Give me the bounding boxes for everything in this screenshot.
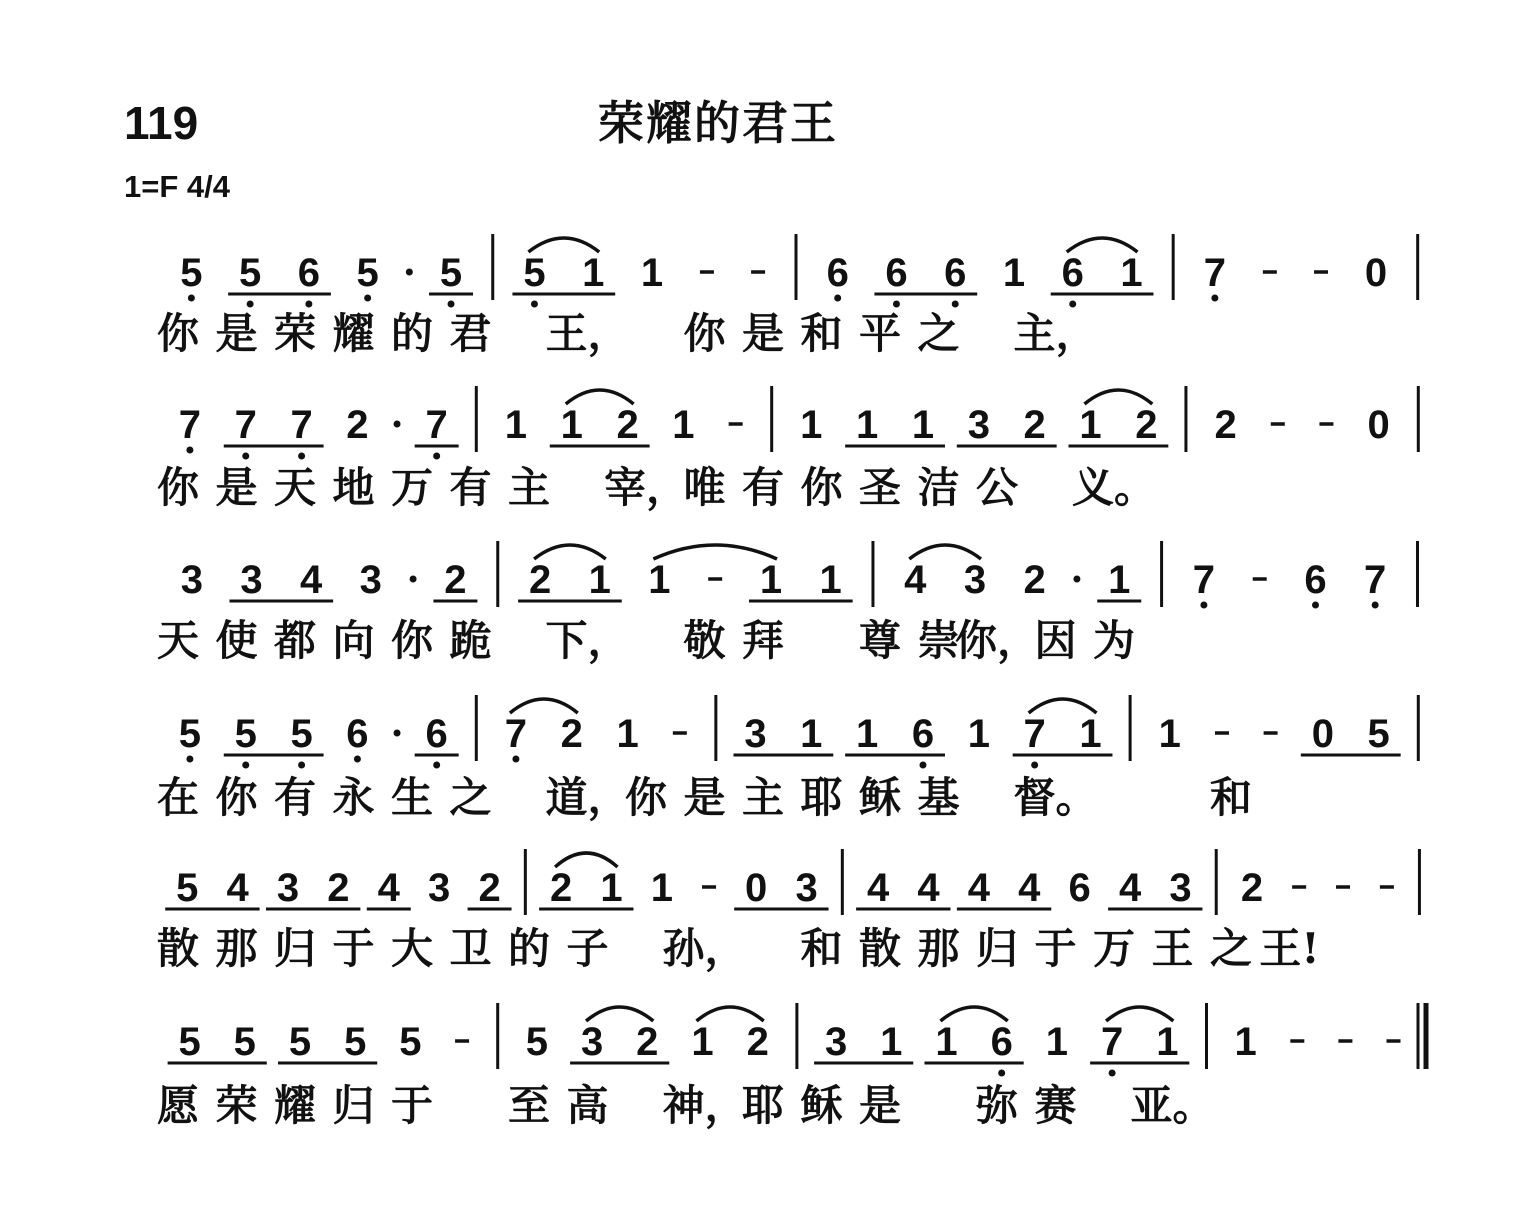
lyric-char: 为 <box>1092 616 1136 665</box>
lyric-char: 之 <box>449 773 492 822</box>
note-2: 2 <box>549 866 573 910</box>
note-7: 7 <box>290 403 313 447</box>
lyric-char: 基 <box>917 773 960 822</box>
note-2: 2 <box>560 712 583 756</box>
lyric-char: 你 <box>683 309 726 358</box>
lyric-char: 和 <box>800 924 843 973</box>
note-1: 1 <box>1234 1020 1257 1064</box>
note-0: 0 <box>1311 712 1334 756</box>
note-1: 1 <box>1158 712 1181 756</box>
note-6: 6 <box>826 251 849 295</box>
note-1: 1 <box>504 403 528 447</box>
lyric-char: 至 <box>507 1081 551 1130</box>
low-octave-dot <box>433 453 440 460</box>
note-6: 6 <box>990 1020 1013 1064</box>
low-octave-dot <box>512 756 519 763</box>
lyric-char: 卫 <box>449 924 492 973</box>
lyric-char: 王 <box>1151 924 1194 973</box>
low-octave-dot <box>188 295 195 302</box>
lyric-char: 向 <box>332 616 375 665</box>
lyric-char: 有 <box>449 463 492 512</box>
low-octave-dot <box>354 756 361 763</box>
lyric-char: 唯 <box>683 463 726 512</box>
note-5: 5 <box>180 251 203 295</box>
note-3: 3 <box>359 558 382 602</box>
note-3: 3 <box>180 558 203 602</box>
note-1: 1 <box>650 866 674 910</box>
lyric-char: 有 <box>273 773 317 822</box>
note-2: 2 <box>1240 866 1264 910</box>
note-4: 4 <box>866 866 890 910</box>
low-octave-dot <box>531 301 538 308</box>
note-6: 6 <box>1304 558 1327 602</box>
note-1: 1 <box>691 1020 714 1064</box>
low-octave-dot <box>834 295 841 302</box>
low-octave-dot <box>242 453 249 460</box>
note-0: 0 <box>1364 251 1388 295</box>
lyric-char: 都 <box>273 616 317 665</box>
lyric-char: 之 <box>1209 924 1253 973</box>
lyric-char: 使 <box>215 616 258 665</box>
note-3: 3 <box>580 1020 604 1064</box>
lyric-char: 是 <box>858 1081 902 1130</box>
lyric-char: 主 <box>741 773 785 822</box>
note-7: 7 <box>1192 558 1216 602</box>
low-octave-dot <box>298 453 305 460</box>
note-1: 1 <box>640 251 664 295</box>
lyric-char: 王， <box>545 309 630 358</box>
augmentation-dot <box>394 421 401 428</box>
lyric-char: 天 <box>273 463 317 512</box>
low-octave-dot <box>186 756 193 763</box>
low-octave-dot <box>1372 602 1379 609</box>
note-4: 4 <box>967 866 991 910</box>
augmentation-dot <box>1073 576 1080 583</box>
lyric-char: 大 <box>390 924 434 973</box>
note-1: 1 <box>967 712 990 756</box>
note-1: 1 <box>856 712 879 756</box>
lyric-char: 亚。 <box>1130 1081 1215 1130</box>
lyric-char: 赛 <box>1034 1081 1077 1130</box>
note-2: 2 <box>636 1020 659 1064</box>
lyric-char: 平 <box>858 309 902 358</box>
note-3: 3 <box>824 1020 848 1064</box>
lyric-char: 子 <box>566 924 609 973</box>
note-1: 1 <box>648 558 671 602</box>
note-2: 2 <box>1023 558 1046 602</box>
low-octave-dot <box>364 295 371 302</box>
lyric-char: 稣 <box>800 1081 843 1130</box>
lyric-char: 敬 <box>683 616 726 665</box>
lyric-char: 荣 <box>273 309 317 358</box>
augmentation-dot <box>394 730 401 737</box>
note-1: 1 <box>911 403 935 447</box>
note-2: 2 <box>616 403 639 447</box>
lyric-char: 崇 <box>917 616 960 665</box>
note-1: 1 <box>616 712 639 756</box>
note-2: 2 <box>327 866 350 910</box>
note-1: 1 <box>819 558 842 602</box>
note-5: 5 <box>234 712 257 756</box>
lyric-char: 归 <box>273 924 317 973</box>
note-1: 1 <box>800 403 823 447</box>
lyric-char: 主， <box>1013 309 1098 358</box>
lyric-char: 散 <box>156 924 200 973</box>
note-5: 5 <box>288 1020 312 1064</box>
lyric-char: 拜 <box>741 616 785 665</box>
low-octave-dot <box>433 762 440 769</box>
lyric-char: 圣 <box>858 463 902 512</box>
lyric-char: 永 <box>332 773 375 822</box>
lyric-char: 归 <box>975 924 1019 973</box>
note-4: 4 <box>904 558 927 602</box>
augmentation-dot <box>410 576 417 583</box>
key-time-signature: 1=F 4/4 <box>124 169 230 204</box>
note-5: 5 <box>176 866 199 910</box>
note-1: 1 <box>759 558 783 602</box>
note-2: 2 <box>528 558 552 602</box>
note-0: 0 <box>745 866 768 910</box>
note-3: 3 <box>240 558 263 602</box>
lyric-char: 是 <box>215 309 258 358</box>
note-4: 4 <box>917 866 940 910</box>
note-5: 5 <box>178 712 202 756</box>
note-7: 7 <box>1100 1020 1124 1064</box>
note-6: 6 <box>425 712 448 756</box>
lyric-char: 你 <box>156 463 200 512</box>
low-octave-dot <box>1069 301 1076 308</box>
note-1: 1 <box>672 403 695 447</box>
note-5: 5 <box>233 1020 256 1064</box>
note-2: 2 <box>346 403 369 447</box>
note-1: 1 <box>1156 1020 1179 1064</box>
lyric-char: 那 <box>917 924 960 973</box>
note-1: 1 <box>600 866 623 910</box>
lyric-char: 有 <box>741 463 785 512</box>
lyric-char: 于 <box>332 924 375 973</box>
lyric-char: 稣 <box>858 773 902 822</box>
note-3: 3 <box>967 403 990 447</box>
lyric-char: 耶 <box>800 773 843 822</box>
low-octave-dot <box>952 301 959 308</box>
note-4: 4 <box>226 866 249 910</box>
lyric-char: 你 <box>800 463 843 512</box>
note-5: 5 <box>439 251 463 295</box>
note-6: 6 <box>911 712 935 756</box>
note-1: 1 <box>1079 403 1102 447</box>
lyric-char: 的 <box>507 924 551 973</box>
note-2: 2 <box>1214 403 1237 447</box>
note-5: 5 <box>523 251 546 295</box>
note-7: 7 <box>1203 251 1227 295</box>
lyric-char: 主 <box>507 463 551 512</box>
lyric-char: 那 <box>215 924 258 973</box>
lyric-char: 于 <box>390 1081 434 1130</box>
note-5: 5 <box>356 251 379 295</box>
low-octave-dot <box>247 301 254 308</box>
lyric-char: 因 <box>1034 616 1077 665</box>
lyric-char: 之 <box>917 309 960 358</box>
lyric-char: 生 <box>390 773 434 822</box>
note-6: 6 <box>346 712 369 756</box>
note-1: 1 <box>1079 712 1102 756</box>
note-5: 5 <box>399 1020 422 1064</box>
lyric-char: 万 <box>1092 924 1136 973</box>
lyric-char: 和 <box>1209 773 1253 822</box>
lyric-char: 孙， <box>662 924 747 973</box>
note-7: 7 <box>178 403 202 447</box>
lyric-row <box>157 1081 1215 1130</box>
lyric-char: 是 <box>215 463 258 512</box>
lyric-char: 君 <box>449 309 492 358</box>
lyric-char: 公 <box>975 463 1019 512</box>
low-octave-dot <box>1031 762 1038 769</box>
note-6: 6 <box>885 251 908 295</box>
note-5: 5 <box>1367 712 1390 756</box>
note-4: 4 <box>299 558 323 602</box>
lyric-char: 是 <box>683 773 726 822</box>
low-octave-dot <box>1312 602 1319 609</box>
low-octave-dot <box>298 762 305 769</box>
note-2: 2 <box>478 866 501 910</box>
note-2: 2 <box>746 1020 769 1064</box>
lyric-char: 你 <box>624 773 668 822</box>
hymn-number: 119 <box>124 97 199 149</box>
note-2: 2 <box>1023 403 1046 447</box>
note-4: 4 <box>1118 866 1142 910</box>
lyric-char: 王! <box>1259 924 1320 973</box>
low-octave-dot <box>242 762 249 769</box>
lyric-char: 弥 <box>975 1081 1019 1130</box>
low-octave-dot <box>448 301 455 308</box>
hymn-title: 荣耀的君王 <box>598 96 838 150</box>
lyric-char: 耀 <box>332 309 375 358</box>
low-octave-dot <box>186 447 193 454</box>
note-6: 6 <box>297 251 321 295</box>
lyric-char: 洁 <box>917 463 960 512</box>
note-4: 4 <box>1018 866 1041 910</box>
lyric-char: 愿 <box>156 1081 200 1130</box>
lyric-char: 高 <box>566 1081 609 1130</box>
note-1: 1 <box>1002 251 1026 295</box>
note-7: 7 <box>1364 558 1387 602</box>
augmentation-dot <box>406 269 413 276</box>
low-octave-dot <box>998 1070 1005 1077</box>
note-5: 5 <box>344 1020 367 1064</box>
note-1: 1 <box>560 403 583 447</box>
lyric-char: 地 <box>332 463 375 512</box>
note-3: 3 <box>1169 866 1192 910</box>
low-octave-dot <box>893 301 900 308</box>
lyric-char: 荣 <box>215 1081 258 1130</box>
note-4: 4 <box>377 866 400 910</box>
note-1: 1 <box>582 251 605 295</box>
low-octave-dot <box>1211 295 1218 302</box>
note-1: 1 <box>1045 1020 1069 1064</box>
lyric-char: 是 <box>741 309 785 358</box>
lyric-char: 宰， <box>603 463 689 512</box>
lyric-char: 你 <box>156 309 200 358</box>
lyric-char: 神， <box>662 1081 747 1130</box>
lyric-char: 下， <box>545 616 630 665</box>
lyric-char: 天 <box>156 616 200 665</box>
note-3: 3 <box>428 866 451 910</box>
lyric-char: 尊 <box>858 616 902 665</box>
lyric-char: 你 <box>390 616 434 665</box>
lyric-char: 归 <box>332 1081 375 1130</box>
note-2: 2 <box>1135 403 1158 447</box>
lyric-char: 跪 <box>449 616 492 665</box>
note-1: 1 <box>1120 251 1143 295</box>
note-1: 1 <box>856 403 879 447</box>
lyric-row <box>157 463 1156 512</box>
lyric-char: 万 <box>390 463 434 512</box>
note-0: 0 <box>1367 403 1390 447</box>
note-1: 1 <box>588 558 611 602</box>
low-octave-dot <box>1109 1070 1116 1077</box>
note-7: 7 <box>1023 712 1046 756</box>
note-1: 1 <box>935 1020 958 1064</box>
lyric-char: 的 <box>390 309 434 358</box>
note-2: 2 <box>444 558 467 602</box>
note-1: 1 <box>1108 558 1131 602</box>
lyric-char: 你， <box>954 616 1040 665</box>
note-3: 3 <box>963 558 987 602</box>
lyric-char: 义。 <box>1071 463 1157 512</box>
low-octave-dot <box>305 301 312 308</box>
note-7: 7 <box>425 403 448 447</box>
note-5: 5 <box>290 712 313 756</box>
lyric-char: 耀 <box>273 1081 317 1130</box>
low-octave-dot <box>919 762 926 769</box>
lyric-char: 在 <box>156 773 200 822</box>
note-1: 1 <box>800 712 823 756</box>
note-5: 5 <box>239 251 262 295</box>
lyric-char: 耶 <box>741 1081 785 1130</box>
lyric-row <box>157 309 1098 358</box>
lyric-char: 你 <box>215 773 258 822</box>
note-6: 6 <box>1068 866 1091 910</box>
low-octave-dot <box>1200 602 1207 609</box>
lyric-char: 和 <box>800 309 843 358</box>
note-5: 5 <box>178 1020 201 1064</box>
note-3: 3 <box>276 866 300 910</box>
note-6: 6 <box>944 251 967 295</box>
note-5: 5 <box>525 1020 549 1064</box>
lyric-char: 督。 <box>1013 773 1098 822</box>
lyric-char: 道， <box>545 773 630 822</box>
note-3: 3 <box>744 712 767 756</box>
note-3: 3 <box>795 866 818 910</box>
note-7: 7 <box>504 712 528 756</box>
lyric-char: 散 <box>858 924 902 973</box>
note-6: 6 <box>1061 251 1084 295</box>
lyric-char: 于 <box>1034 924 1077 973</box>
note-1: 1 <box>880 1020 903 1064</box>
note-7: 7 <box>234 403 257 447</box>
